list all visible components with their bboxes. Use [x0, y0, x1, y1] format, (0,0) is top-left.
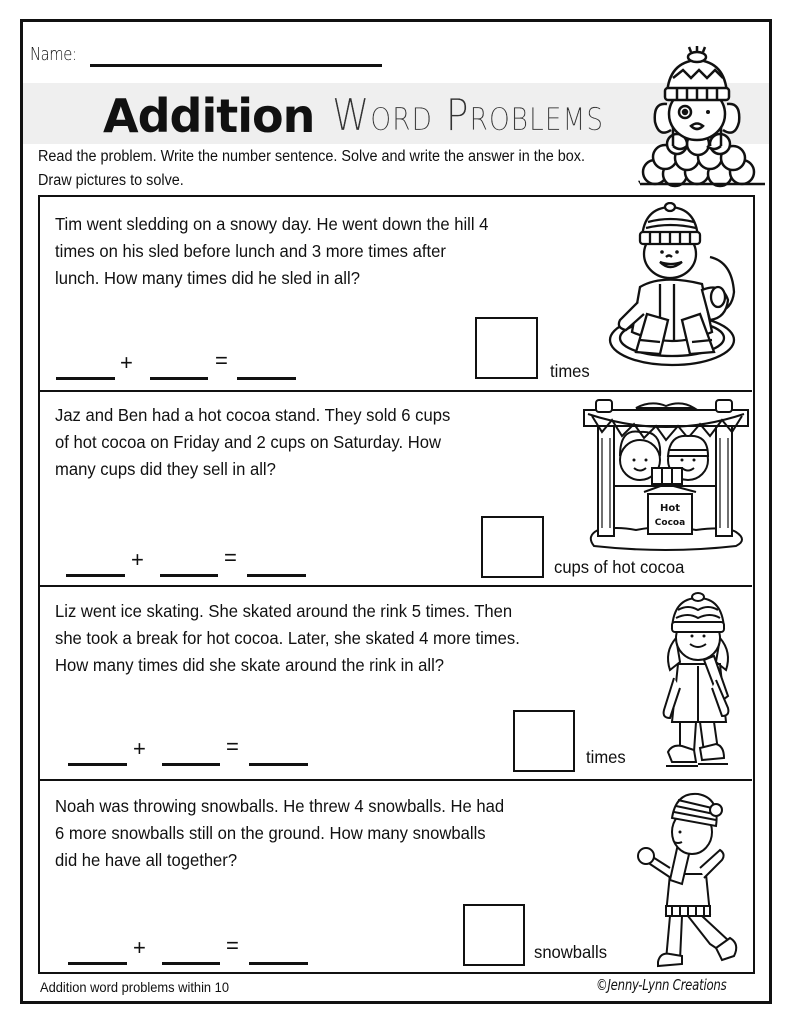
problem-text: Tim went sledding on a snowy day. He went down the hill 4 times on his sled before lunch and 3 more times after lunch. How many times did he sled in all? — [55, 214, 489, 288]
equals-sign: = — [224, 545, 237, 570]
addend-2-blank[interactable] — [150, 377, 208, 380]
number-sentence — [68, 935, 313, 965]
equals-sign: = — [226, 933, 239, 958]
problem-card — [40, 781, 752, 976]
svg-text:Hot: Hot — [659, 503, 681, 514]
problem-text: Noah was throwing snowballs. He threw 4 snowballs. He had 6 more snowballs still on the ground. How many snowballs did he have all together? — [55, 796, 505, 870]
number-sentence — [68, 736, 313, 766]
number-sentence — [66, 547, 311, 577]
problem-text: Liz went ice skating. She skated around the rink 5 times. Then she took a break for hot cocoa. Later, she skated 4 more times. How many times did she skate around the rink in all? — [55, 601, 520, 675]
equals-sign: = — [215, 348, 228, 373]
addend-1-blank[interactable] — [66, 574, 125, 577]
answer-unit: times — [586, 747, 626, 767]
sum-blank[interactable] — [247, 574, 306, 577]
problem-card — [40, 392, 752, 587]
dog-on-snowballs-icon — [625, 42, 770, 198]
boy-throwing-snowball-icon — [630, 784, 750, 974]
addend-2-blank[interactable] — [162, 962, 220, 965]
girl-ice-skating-icon — [658, 592, 738, 777]
boy-on-sled-icon — [602, 202, 752, 387]
sum-blank[interactable] — [249, 763, 308, 766]
plus-sign: + — [131, 547, 144, 572]
answer-box[interactable] — [475, 317, 538, 379]
plus-sign: + — [133, 935, 146, 960]
svg-text:Cocoa: Cocoa — [654, 518, 686, 528]
page-title — [103, 84, 649, 144]
answer-unit: times — [550, 361, 590, 381]
addend-1-blank[interactable] — [68, 962, 127, 965]
number-sentence — [56, 350, 301, 380]
name-field[interactable] — [90, 64, 382, 67]
answer-box[interactable] — [463, 904, 525, 966]
plus-sign: + — [133, 736, 146, 761]
addend-2-blank[interactable] — [162, 763, 220, 766]
problems-container — [38, 195, 755, 974]
copyright: ©Jenny-Lynn Creations — [596, 976, 727, 994]
hot-cocoa-stand-icon — [576, 398, 756, 558]
problem-text: Jaz and Ben had a hot cocoa stand. They sold 6 cups of hot cocoa on Friday and 2 cups on Saturday. How many cups did they sell in all? — [55, 405, 451, 479]
answer-box[interactable] — [481, 516, 544, 578]
plus-sign: + — [120, 350, 133, 375]
addend-1-blank[interactable] — [68, 763, 127, 766]
title-light: Word Problems — [332, 90, 605, 141]
instructions: Read the problem. Write the number sentence. Solve and write the answer in the box. Draw pictures to solve. — [38, 148, 586, 189]
equals-sign: = — [226, 734, 239, 759]
answer-unit: snowballs — [534, 942, 608, 962]
sum-blank[interactable] — [237, 377, 296, 380]
answer-box[interactable] — [513, 710, 575, 772]
addend-2-blank[interactable] — [160, 574, 218, 577]
problem-card — [40, 197, 752, 392]
problem-card — [40, 587, 752, 781]
footer-description: Addition word problems within 10 — [40, 979, 230, 995]
name-label: Name: — [30, 44, 77, 65]
addend-1-blank[interactable] — [56, 377, 115, 380]
sum-blank[interactable] — [249, 962, 308, 965]
title-bold: Addition — [103, 89, 315, 143]
answer-unit: cups of hot cocoa — [554, 557, 685, 577]
